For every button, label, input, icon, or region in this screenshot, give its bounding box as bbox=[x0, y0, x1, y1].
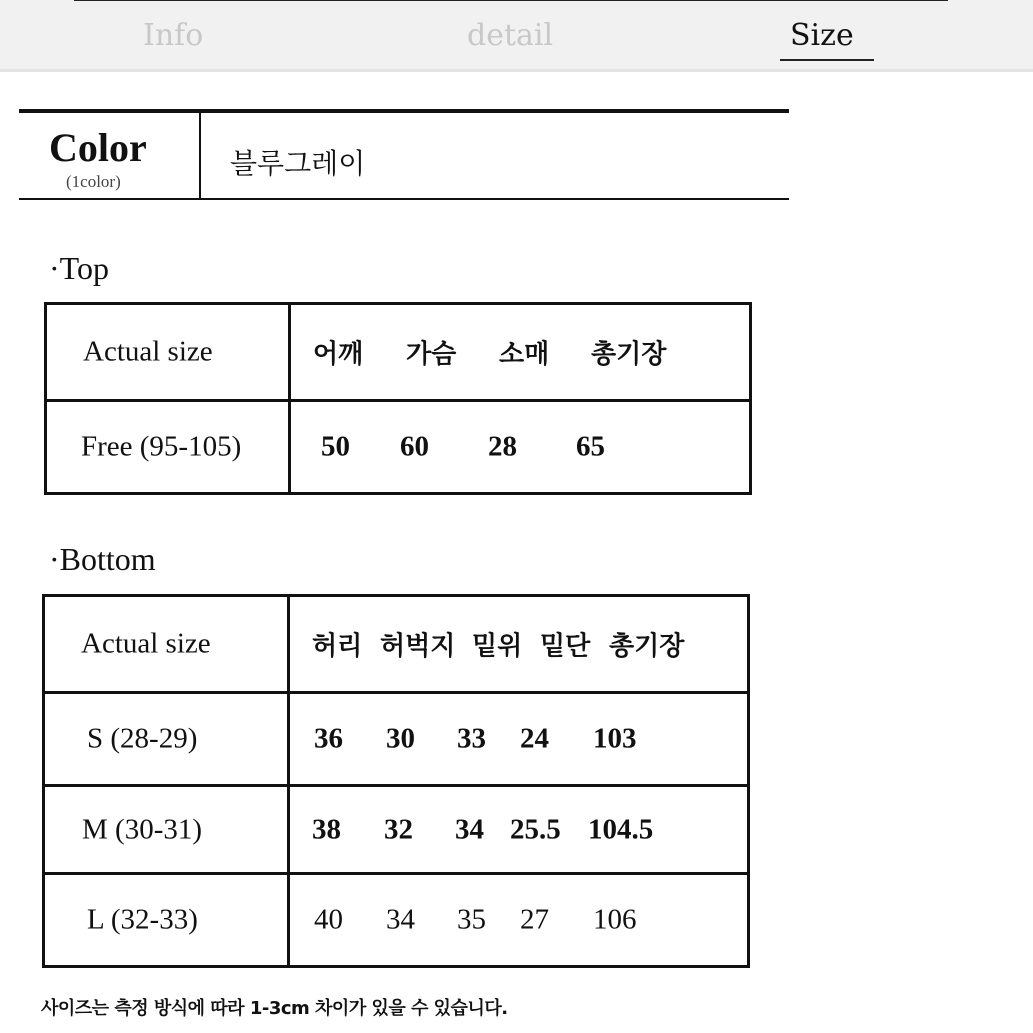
row-label: M (30-31) bbox=[82, 813, 203, 845]
table-row bbox=[44, 693, 749, 786]
size-value: 65 bbox=[576, 430, 605, 463]
tab-detail[interactable]: detail bbox=[467, 18, 554, 53]
actual-size-label: Actual size bbox=[81, 627, 211, 660]
column-header: 허리 bbox=[312, 631, 363, 662]
size-value: 106 bbox=[593, 903, 637, 936]
actual-size-label: Actual size bbox=[83, 335, 213, 368]
table-row bbox=[46, 401, 751, 494]
column-header: 밑단 bbox=[540, 631, 591, 662]
color-count: (1color) bbox=[66, 172, 121, 191]
table-row bbox=[44, 786, 749, 874]
top-size-table bbox=[44, 302, 752, 495]
table-header-row bbox=[44, 596, 749, 693]
size-value: 32 bbox=[384, 813, 413, 845]
size-value: 34 bbox=[455, 813, 484, 845]
size-value: 104.5 bbox=[588, 813, 654, 845]
size-value: 50 bbox=[321, 430, 350, 463]
table-header-label-cell bbox=[44, 596, 289, 693]
table-header-row bbox=[46, 304, 751, 401]
bottom-section-title: ·Bottom bbox=[49, 541, 156, 577]
size-disclaimer-note: 사이즈는 측정 방식에 따라 1-3cm 차이가 있을 수 있습니다. bbox=[41, 998, 508, 1019]
size-value: 30 bbox=[386, 722, 415, 755]
column-header: 밑위 bbox=[472, 631, 523, 662]
row-values-cell bbox=[289, 874, 749, 967]
tab-size[interactable]: Size bbox=[790, 18, 854, 53]
row-label: Free (95-105) bbox=[81, 430, 242, 463]
row-values-cell bbox=[289, 786, 749, 874]
tab-info[interactable]: Info bbox=[143, 18, 204, 53]
size-value: 36 bbox=[314, 722, 343, 755]
tab-bar bbox=[0, 0, 1033, 72]
column-header: 어깨 bbox=[313, 339, 364, 370]
size-value: 40 bbox=[314, 903, 343, 936]
size-value: 38 bbox=[312, 813, 341, 845]
tab-bar-top-line bbox=[74, 0, 948, 1]
column-header: 허벅지 bbox=[380, 631, 456, 662]
table-header-columns-cell bbox=[289, 596, 749, 693]
row-label-cell bbox=[46, 401, 290, 494]
column-header: 가슴 bbox=[406, 339, 457, 370]
column-header: 소매 bbox=[499, 339, 550, 370]
size-value: 103 bbox=[593, 722, 637, 755]
size-value: 25.5 bbox=[510, 813, 561, 845]
active-tab-indicator bbox=[780, 59, 874, 61]
table-header-columns-cell bbox=[290, 304, 751, 401]
top-section-title: ·Top bbox=[49, 250, 109, 286]
row-values-cell bbox=[290, 401, 751, 494]
size-value: 35 bbox=[457, 903, 486, 936]
color-heading: Color bbox=[49, 125, 147, 170]
color-section-top-rule bbox=[19, 109, 789, 113]
row-label: L (32-33) bbox=[87, 903, 198, 936]
size-value: 24 bbox=[520, 722, 549, 755]
table-row bbox=[44, 874, 749, 967]
column-header: 총기장 bbox=[591, 339, 667, 370]
row-values-cell bbox=[289, 693, 749, 786]
column-header: 총기장 bbox=[609, 631, 685, 662]
row-label-cell bbox=[44, 786, 289, 874]
size-value: 34 bbox=[386, 903, 415, 936]
size-value: 60 bbox=[400, 430, 429, 463]
color-value: 블루그레이 bbox=[230, 147, 366, 180]
size-value: 28 bbox=[488, 430, 517, 463]
color-section-divider bbox=[199, 113, 201, 200]
size-value: 33 bbox=[457, 722, 486, 755]
size-value: 27 bbox=[520, 903, 549, 936]
row-label-cell bbox=[44, 693, 289, 786]
color-section-bottom-rule bbox=[19, 198, 789, 200]
bottom-size-table bbox=[42, 594, 750, 968]
row-label-cell bbox=[44, 874, 289, 967]
table-header-label-cell bbox=[46, 304, 290, 401]
row-label: S (28-29) bbox=[87, 722, 198, 755]
